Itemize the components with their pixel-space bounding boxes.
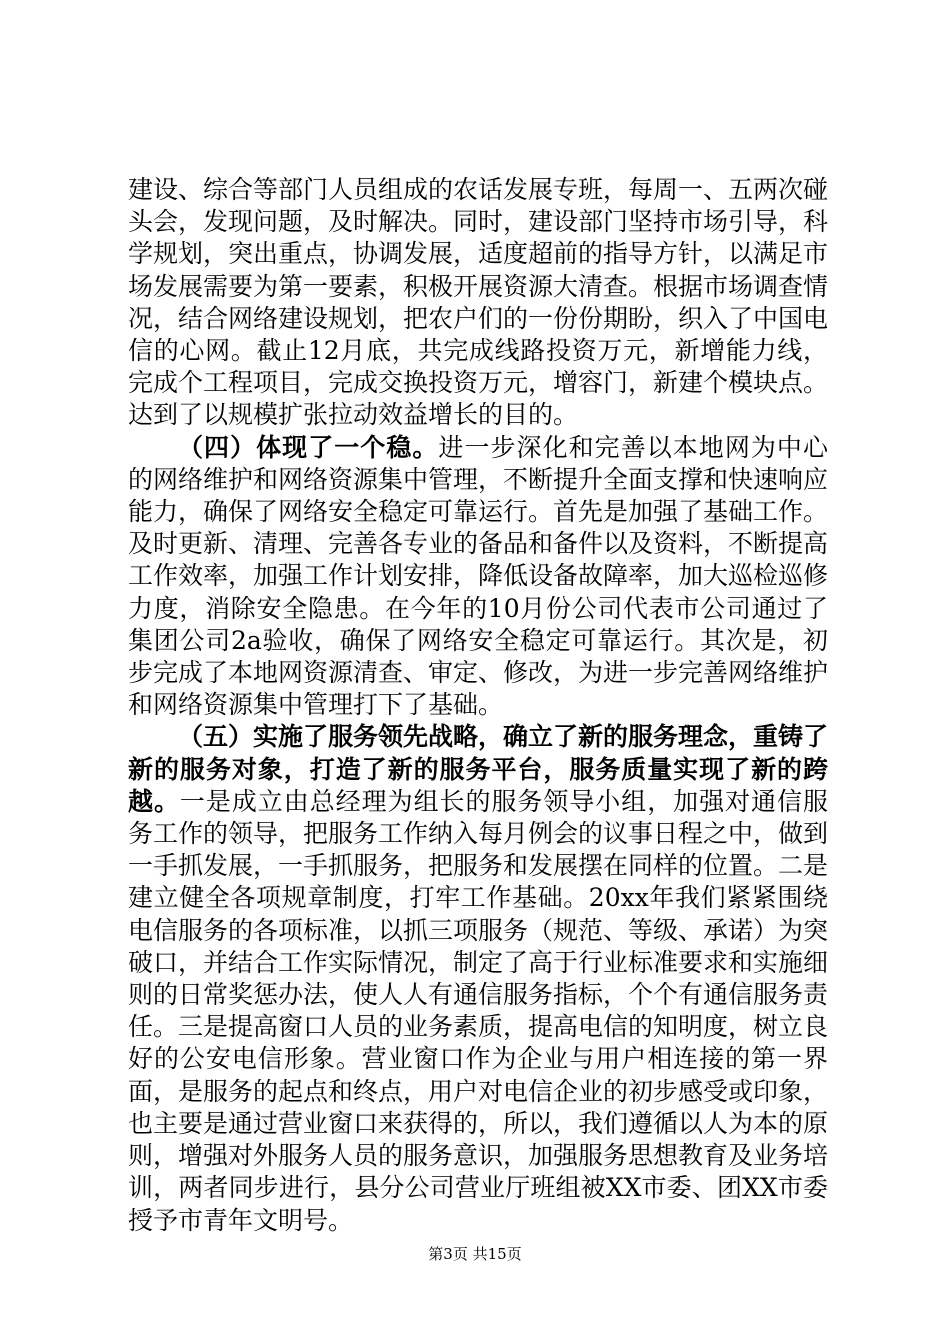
paragraph-continuation: [128, 174, 828, 432]
paragraph-text: 进一步深化和完善以本地网为中心的网络维护和网络资源集中管理，不断提升全面支撑和快速响应能力，确保了网络安全稳定可靠运行。首先是加强了基础工作。及时更新、清理、完善各专业的备品和备件以及资料，不断提高工作效率，加强工作计划安排，降低设备故障率，加大巡检巡修力度，消除安全隐患。在今年的10月份公司代表市公司通过了集团公司2a验收，确保了网络安全稳定可靠运行。其次是，初步完成了本地网资源清查、审定、修改，为进一步完善网络维护和网络资源集中管理打下了基础。: [128, 432, 829, 720]
page-footer: [0, 1244, 950, 1264]
page-number: 第3页 共15页: [428, 1245, 522, 1263]
document-body: [128, 174, 828, 1237]
section-heading: （五）实施了服务领先战略，确立了新的服务理念，重铸了新的服务对象，打造了新的服务平台，服务质量实现了新的跨越。: [128, 722, 829, 816]
paragraph-section-four: [128, 432, 828, 722]
section-heading: （四）体现了一个稳。: [178, 432, 439, 462]
paragraph-text: 建设、综合等部门人员组成的农话发展专班，每周一、五两次碰头会，发现问题，及时解决。同时，建设部门坚持市场引导，科学规划，突出重点，协调发展，适度超前的指导方针，以满足市场发展需要为第一要素，积极开展资源大清查。根据市场调查情况，结合网络建设规划，把农户们的一份份期盼，织入了中国电信的心网。截止12月底，共完成线路投资万元，新增能力线，完成个工程项目，完成交换投资万元，增容门，新建个模块点。达到了以规模扩张拉动效益增长的目的。: [128, 175, 829, 430]
paragraph-text: 一是成立由总经理为组长的服务领导小组，加强对通信服务工作的领导，把服务工作纳入每月例会的议事日程之中，做到一手抓发展，一手抓服务，把服务和发展摆在同样的位置。二是建立健全各项规章制度，打牢工作基础。20xx年我们紧紧围绕电信服务的各项标准，以抓三项服务（规范、等级、承诺）为突破口，并结合工作实际情况，制定了高于行业标准要求和实施细则的日常奖惩办法，使人人有通信服务指标，个个有通信服务责任。三是提高窗口人员的业务素质，提高电信的知明度，树立良好的公安电信形象。营业窗口作为企业与用户相连接的第一界面，是服务的起点和终点，用户对电信企业的初步感受或印象，也主要是通过营业窗口来获得的，所以，我们遵循以人为本的原则，增强对外服务人员的服务意识，加强服务思想教育及业务培训，两者同步进行，县分公司营业厅班组被XX市委、团XX市委授予市青年文明号。: [128, 786, 829, 1235]
paragraph-section-five: [128, 721, 828, 1236]
